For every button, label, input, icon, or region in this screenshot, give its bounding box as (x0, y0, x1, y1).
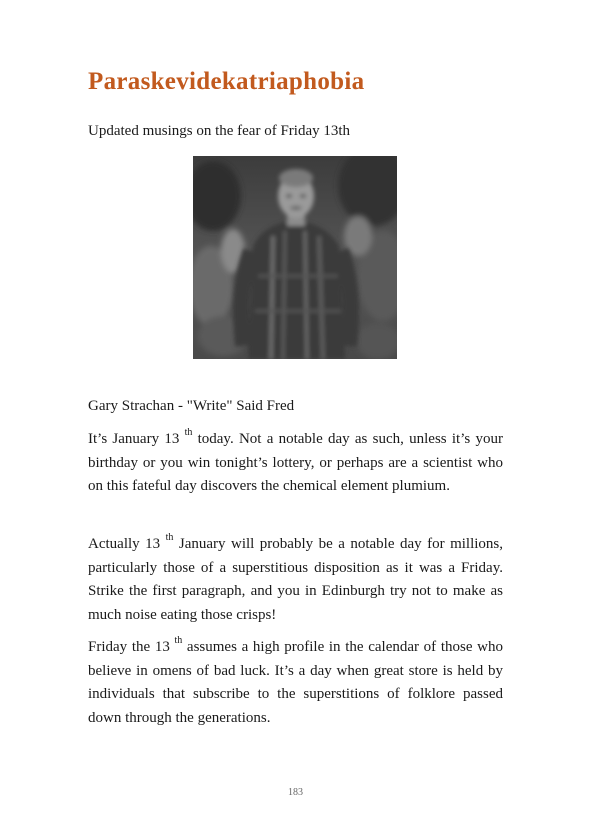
article-subtitle: Updated musings on the fear of Friday 13th (88, 123, 351, 139)
portrait-photo-icon (193, 156, 397, 359)
ordinal-suffix: th (184, 427, 193, 438)
paragraph-2-lead: Actually 13 (88, 536, 166, 552)
paragraph-1-body: today. Not a notable day as such, unless it’s your birthday or you win tonight’s lottery, or perhaps are a scientist who on this fateful day discovers the chemical element plumium. (88, 431, 503, 494)
article-title: Paraskevidekatriaphobia (88, 68, 365, 95)
article-byline: Gary Strachan - "Write" Said Fred (88, 398, 295, 414)
paragraph-3-lead: Friday the 13 (88, 639, 175, 655)
paragraph-1 (88, 428, 503, 499)
author-portrait-photo (193, 156, 397, 359)
paragraph-1-lead: It’s January 13 (88, 431, 185, 447)
ordinal-suffix: th (174, 635, 183, 646)
paragraph-3 (88, 636, 503, 730)
paragraph-3-body: assumes a high profile in the calendar of those who believe in omens of bad luck. It’s a day when great store is held by individuals that subscribe to the superstitions of folklore passed down through the generations. (88, 639, 503, 726)
paragraph-2 (88, 533, 503, 627)
paragraph-2-body: January will probably be a notable day for millions, particularly those of a superstitious disposition as it was a Friday. Strike the first paragraph, and you in Edinburgh try not to make as much noise eating those crisps! (88, 536, 504, 623)
page-number: 183 (288, 787, 303, 798)
ordinal-suffix: th (165, 532, 174, 543)
